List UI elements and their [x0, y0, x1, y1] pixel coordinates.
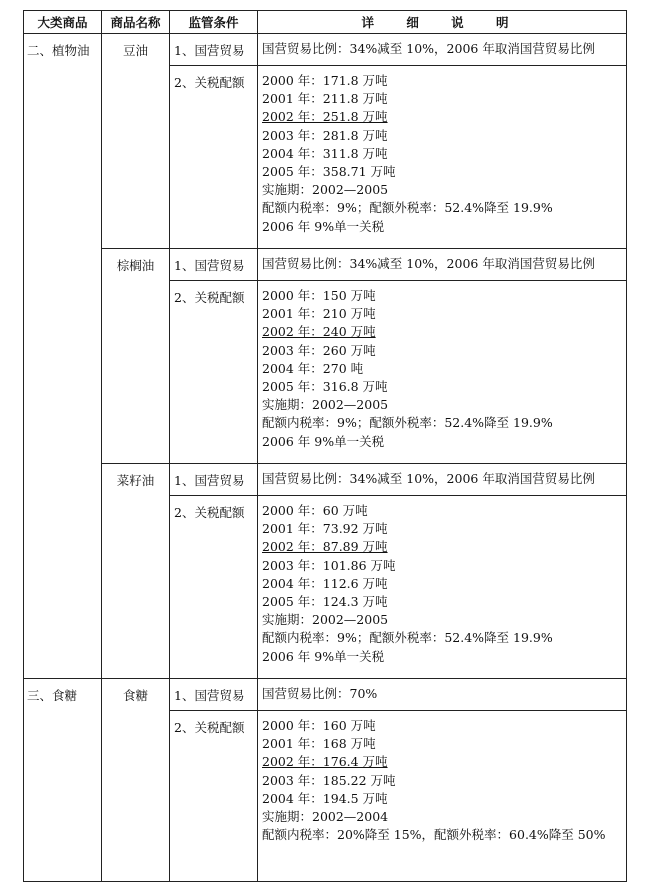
- detail-line: 2001 年：73.92 万吨: [262, 521, 388, 537]
- tariff-quota-table: [23, 10, 627, 882]
- header-product: 商品名称: [102, 11, 170, 34]
- condition-cell: 1、国营贸易: [170, 464, 258, 496]
- detail-line: 2004 年：311.8 万吨: [262, 145, 388, 161]
- header-details: 详 细 说 明: [258, 11, 627, 34]
- detail-line: 2001 年：168 万吨: [262, 736, 376, 752]
- detail-line: 2003 年：260 万吨: [262, 342, 376, 358]
- detail-line: 2003 年：281.8 万吨: [262, 127, 388, 143]
- detail-cell: [258, 281, 627, 464]
- detail-line: 国营贸易比例：70%: [262, 686, 378, 701]
- detail-line: 国营贸易比例：34%减至 10%，2006 年取消国营贸易比例: [262, 41, 595, 56]
- detail-line: 实施期：2002—2005: [262, 182, 389, 198]
- detail-line: 2006 年 9%单一关税: [262, 433, 385, 449]
- detail-line: 2005 年：358.71 万吨: [262, 164, 396, 180]
- detail-line: 2000 年：150 万吨: [262, 288, 376, 303]
- table-row: [24, 34, 627, 66]
- product-cell: 棕榈油: [102, 249, 170, 464]
- header-row: [24, 11, 627, 34]
- detail-line: 2001 年：211.8 万吨: [262, 91, 388, 107]
- detail-line: 配额内税率：20%降至 15%，配额外税率：60.4%降至 50%: [262, 827, 606, 843]
- detail-cell: [258, 464, 627, 496]
- header-condition: 监管条件: [170, 11, 258, 34]
- detail-line: 2002 年：176.4 万吨: [262, 754, 388, 770]
- condition-cell: 2、关税配额: [170, 711, 258, 882]
- detail-cell: [258, 711, 627, 882]
- product-cell: 菜籽油: [102, 464, 170, 679]
- detail-line: 国营贸易比例：34%减至 10%，2006 年取消国营贸易比例: [262, 256, 595, 271]
- detail-line: 2006 年 9%单一关税: [262, 648, 385, 664]
- category-cell: 三、食糖: [24, 679, 102, 882]
- condition-cell: 2、关税配额: [170, 66, 258, 249]
- condition-cell: 2、关税配额: [170, 281, 258, 464]
- detail-line: 2002 年：240 万吨: [262, 324, 376, 340]
- detail-line: 实施期：2002—2004: [262, 809, 389, 825]
- product-cell: 豆油: [102, 34, 170, 249]
- detail-line: 2006 年 9%单一关税: [262, 218, 385, 234]
- detail-line: 国营贸易比例：34%减至 10%，2006 年取消国营贸易比例: [262, 471, 595, 486]
- detail-line: 2004 年：194.5 万吨: [262, 790, 388, 806]
- condition-cell: 2、关税配额: [170, 496, 258, 679]
- condition-cell: 1、国营贸易: [170, 679, 258, 711]
- detail-line: 2004 年：112.6 万吨: [262, 575, 388, 591]
- table-row: [24, 464, 627, 496]
- detail-line: 配额内税率：9%；配额外税率：52.4%降至 19.9%: [262, 415, 553, 431]
- detail-cell: [258, 679, 627, 711]
- detail-line: 2003 年：101.86 万吨: [262, 557, 396, 573]
- condition-cell: 1、国营贸易: [170, 249, 258, 281]
- detail-line: 2005 年：124.3 万吨: [262, 594, 388, 610]
- detail-line: 配额内税率：9%；配额外税率：52.4%降至 19.9%: [262, 630, 553, 646]
- detail-cell: [258, 496, 627, 679]
- detail-cell: [258, 34, 627, 66]
- detail-line: 实施期：2002—2005: [262, 612, 389, 628]
- header-category: 大类商品: [24, 11, 102, 34]
- table-row: [24, 249, 627, 281]
- detail-cell: [258, 66, 627, 249]
- table-row: [24, 679, 627, 711]
- detail-line: 2000 年：171.8 万吨: [262, 73, 388, 88]
- detail-line: 配额内税率：9%；配额外税率：52.4%降至 19.9%: [262, 200, 553, 216]
- detail-line: 2004 年：270 吨: [262, 360, 364, 376]
- condition-cell: 1、国营贸易: [170, 34, 258, 66]
- detail-line: 2005 年：316.8 万吨: [262, 379, 388, 395]
- detail-line: 实施期：2002—2005: [262, 397, 389, 413]
- product-cell: 食糖: [102, 679, 170, 882]
- detail-line: 2002 年：251.8 万吨: [262, 109, 388, 125]
- detail-line: 2001 年：210 万吨: [262, 306, 376, 322]
- detail-cell: [258, 249, 627, 281]
- category-cell: 二、植物油: [24, 34, 102, 679]
- detail-line: 2003 年：185.22 万吨: [262, 772, 396, 788]
- detail-line: 2000 年：160 万吨: [262, 718, 376, 733]
- detail-line: 2002 年：87.89 万吨: [262, 539, 388, 555]
- detail-line: 2000 年：60 万吨: [262, 503, 368, 518]
